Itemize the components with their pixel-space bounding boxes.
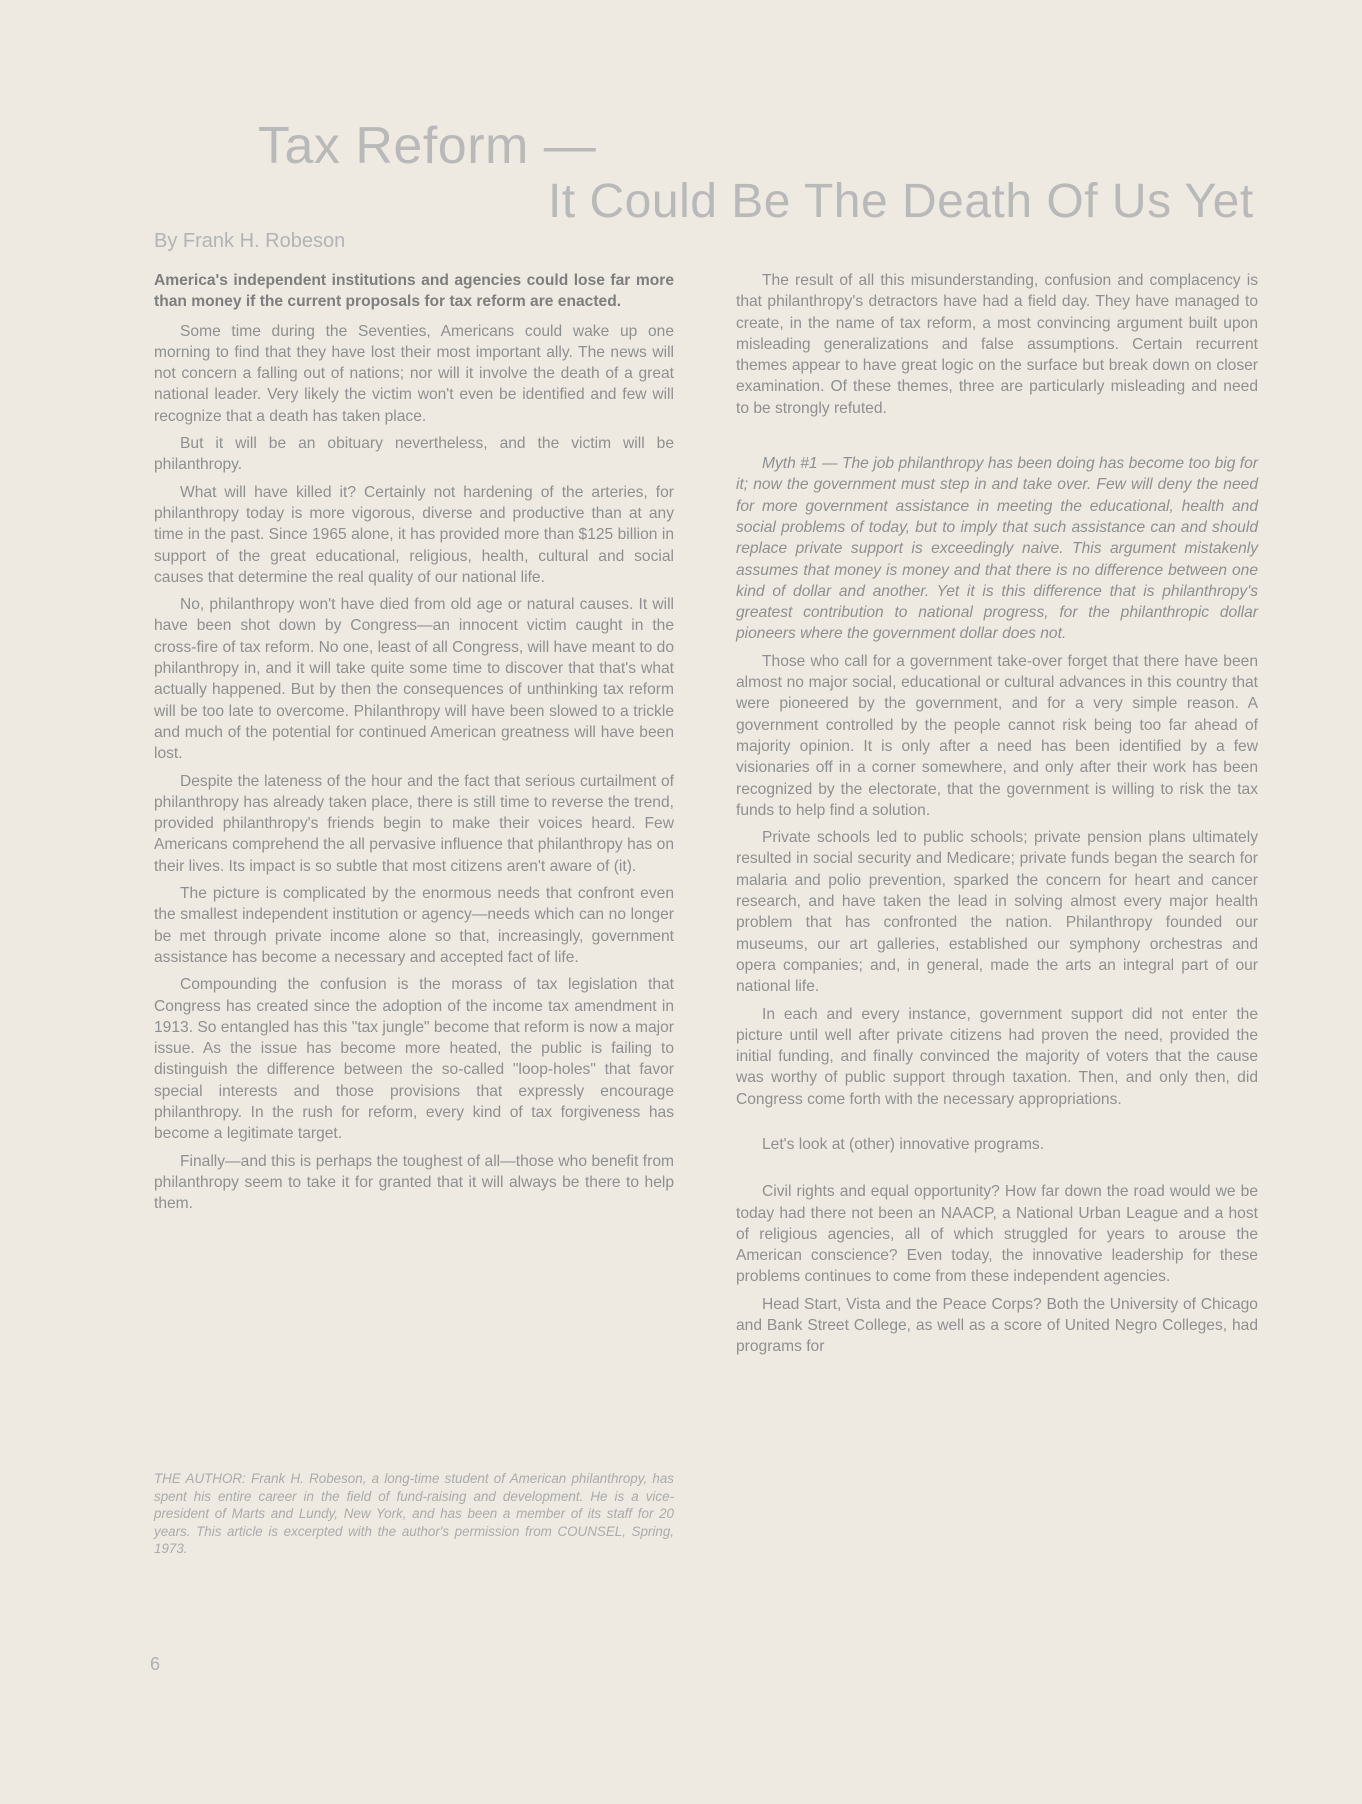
right-column xyxy=(736,270,1258,1364)
callout-line: Let's look at (other) innovative programs. xyxy=(762,1135,1045,1153)
paragraph: Civil rights and equal opportunity? How far down the road would we be today had there not been an NAACP, a National Urban League and a host of religious agencies, all of which struggled for years to arouse the American conscience? Even today, the innovative leadership for these problems continues to come from these independent agencies. xyxy=(736,1183,1258,1286)
paragraph: In each and every instance, government support did not enter the picture until well after private citizens had proven the need, provided the initial funding, and finally convinced the majority of voters that the cause was worthy of public support through taxation. Then, and only then, did Congress come forth with the necessary appropriations. xyxy=(736,1005,1258,1108)
paragraph: Compounding the confusion is the morass of tax legislation that Congress has created since the adoption of the income tax amendment in 1913. So entangled has this "tax jungle" become that reform is now a major issue. As the issue has become more heated, the public is failing to distinguish the difference between the so-called "loop-holes" that favor special interests and those provisions that expressly encourage philanthropy. In the rush for reform, every kind of tax forgiveness has become a legitimate target. xyxy=(154,976,674,1143)
myth-paragraph: Myth #1 — The job philanthropy has been doing has become too big for it; now the government must step in and take over. Few will deny the need for more government assistance in meeting the educational, health and social problems of today, but to imply that such assistance can and should replace private support is exceedingly naive. This argument mistakenly assumes that money is money and that there is no difference between one kind of dollar and another. Yet it is this difference that is philanthropy's greatest contribution to national progress, for the philanthropic dollar pioneers where the government dollar does not. xyxy=(736,455,1258,643)
page-number: 6 xyxy=(150,1654,161,1674)
byline: By Frank H. Robeson xyxy=(154,230,346,252)
paragraph: The result of all this misunderstanding, confusion and complacency is that philanthropy's detractors have had a field day. They have managed to create, in the name of tax reform, a most convincing argument built upon misleading generalizations and false assumptions. Certain recurrent themes appear to have great logic on the surface but break down on closer examination. Of these themes, three are particularly misleading and need to be strongly refuted. xyxy=(736,272,1258,417)
paragraph: Private schools led to public schools; private pension plans ultimately resulted in social security and Medicare; private funds began the search for malaria and polio prevention, sparked the concern for heart and cancer research, and have taken the lead in solving almost every major health problem that has confronted the nation. Philanthropy founded our museums, our art galleries, established our symphony orchestras and opera companies; and, in general, made the arts an integral part of our national life. xyxy=(736,829,1258,996)
paragraph: The picture is complicated by the enormous needs that confront even the smallest independent institution or agency—needs which can no longer be met through private income alone so that, increasingly, government assistance has become a necessary and accepted fact of life. xyxy=(154,885,674,966)
article-title-line-2: It Could Be The Death Of Us Yet xyxy=(548,175,1254,228)
left-column xyxy=(154,270,674,1220)
article-title-line-1: Tax Reform — xyxy=(258,117,597,175)
paragraph: Finally—and this is perhaps the toughest of all—those who benefit from philanthropy seem to take it for granted that it will always be there to help them. xyxy=(154,1152,674,1213)
paragraph: Head Start, Vista and the Peace Corps? Both the University of Chicago and Bank Street College, as well as a score of United Negro Colleges, had programs for xyxy=(736,1295,1258,1356)
paragraph: Despite the lateness of the hour and the fact that serious curtailment of philanthropy has already taken place, there is still time to reverse the trend, provided philanthropy's friends begin to make their voices heard. Few Americans comprehend the all pervasive influence that philanthropy has on their lives. Its impact is so subtle that most citizens aren't aware of (it). xyxy=(154,772,674,875)
paragraph: But it will be an obituary nevertheless, and the victim will be philanthropy. xyxy=(154,435,674,474)
paragraph: Those who call for a government take-over forget that there have been almost no major social, educational or cultural advances in this country that were pioneered by the government, and for a very simple reason. A government controlled by the people cannot risk being too far ahead of majority opinion. It is only after a need has been identified by a few visionaries off in a corner somewhere, and only after their work has been recognized by the electorate, that the government is willing to risk the tax funds to help find a solution. xyxy=(736,652,1258,819)
paragraph: No, philanthropy won't have died from old age or natural causes. It will have been shot down by Congress—an innocent victim caught in the cross-fire of tax reform. No one, least of all Congress, will have meant to do philanthropy in, and it will take quite some time to discover that that's what actually happened. But by then the consequences of unthinking tax reform will be too late to overcome. Philanthropy will have been slowed to a trickle and much of the potential for continued American greatness will have been lost. xyxy=(154,596,675,763)
lead-paragraph: America's independent institutions and agencies could lose far more than money if the current proposals for tax reform are enacted. xyxy=(154,272,674,311)
paragraph: What will have killed it? Certainly not hardening of the arteries, for philanthropy today is more vigorous, diverse and productive than at any time in the past. Since 1965 alone, it has provided more than $125 billion in support of the great educational, religious, health, cultural and social causes that determine the real quality of our national life. xyxy=(154,483,674,586)
paragraph: Some time during the Seventies, Americans could wake up one morning to find that they have lost their most important ally. The news will not concern a falling out of nations; nor will it involve the death of a great national leader. Very likely the victim won't even be identified and few will recognize that a death has taken place. xyxy=(154,322,674,425)
author-note: THE AUTHOR: Frank H. Robeson, a long-time student of American philanthropy, has spent his entire career in the field of fund-raising and development. He is a vice-president of Marts and Lundy, New York, and has been a member of its staff for 20 years. This article is excerpted with the author's permission from COUNSEL, Spring, 1973. xyxy=(154,1471,674,1556)
